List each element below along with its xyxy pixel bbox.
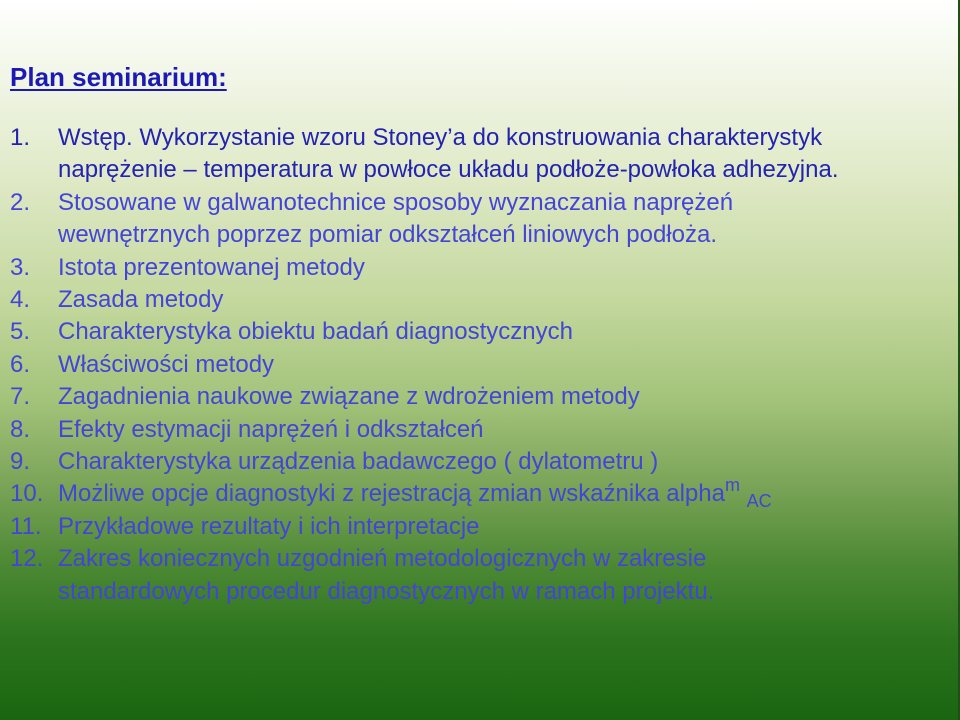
slide-title: Plan seminarium:	[10, 62, 227, 92]
list-item	[10, 414, 910, 446]
list-item-line: Zakres koniecznych uzgodnień metodologicznych w zakresie	[58, 545, 707, 573]
list-item-line: Efekty estymacji naprężeń i odkształceń	[58, 415, 484, 443]
list-item	[10, 446, 910, 478]
list-item-line: naprężenie – temperatura w powłoce układu podłoże-powłoka adhezyjna.	[58, 156, 839, 184]
list-item-number: 9.	[10, 448, 31, 476]
list-item-number: 11.	[10, 512, 42, 540]
list-item-number: 4.	[10, 286, 31, 314]
list-item-line: Stosowane w galwanotechnice sposoby wyznaczania naprężeń	[58, 188, 734, 216]
list-item-line: Charakterystyka urządzenia badawczego ( dylatometru )	[58, 448, 659, 476]
list-item-text	[58, 122, 910, 154]
list-item-number: 7.	[10, 383, 31, 411]
list-item	[10, 187, 910, 219]
list-item-continuation	[10, 219, 910, 251]
seminar-plan-list	[10, 122, 910, 608]
list-item-line: standardowych procedur diagnostycznych w ramach projektu.	[58, 577, 715, 605]
list-item-line: Właściwości metody	[58, 350, 275, 378]
list-item	[10, 381, 910, 413]
list-item-line: Przykładowe rezultaty i ich interpretacje	[58, 512, 480, 540]
list-item	[10, 252, 910, 284]
list-item	[10, 122, 910, 154]
list-item-text	[58, 475, 910, 512]
list-item	[10, 316, 910, 348]
list-item-line: wewnętrznych poprzez pomiar odkształceń liniowych podłoża.	[58, 221, 717, 249]
list-item-number: 5.	[10, 318, 31, 346]
list-item-line: Zagadnienia naukowe związane z wdrożeniem metody	[58, 383, 640, 411]
list-item	[10, 475, 910, 512]
list-item-continuation	[10, 576, 910, 608]
list-item-number: 3.	[10, 253, 31, 281]
list-item	[10, 543, 910, 575]
list-item-line: Wstęp. Wykorzystanie wzoru Stoney’a do konstruowania charakterystyk	[58, 124, 823, 151]
list-item-number: 2.	[10, 188, 31, 216]
subscript-ac: AC	[746, 491, 772, 512]
list-item-line: Możliwe opcje diagnostyki z rejestracją zmian wskaźnika alpha	[58, 480, 725, 508]
list-item	[10, 284, 910, 316]
list-item-number: 10.	[10, 480, 44, 508]
list-item	[10, 349, 910, 381]
list-item	[10, 511, 910, 543]
list-item-line: Istota prezentowanej metody	[58, 253, 365, 281]
superscript-m: m	[724, 475, 740, 496]
list-item-number: 8.	[10, 415, 31, 443]
list-item-line: Zasada metody	[58, 286, 224, 314]
list-item-number: 1.	[10, 124, 31, 151]
list-item-continuation	[10, 154, 910, 186]
list-item-number: 12.	[10, 545, 44, 573]
list-item-number: 6.	[10, 350, 31, 378]
list-item-line: Charakterystyka obiektu badań diagnostycznych	[58, 318, 573, 346]
